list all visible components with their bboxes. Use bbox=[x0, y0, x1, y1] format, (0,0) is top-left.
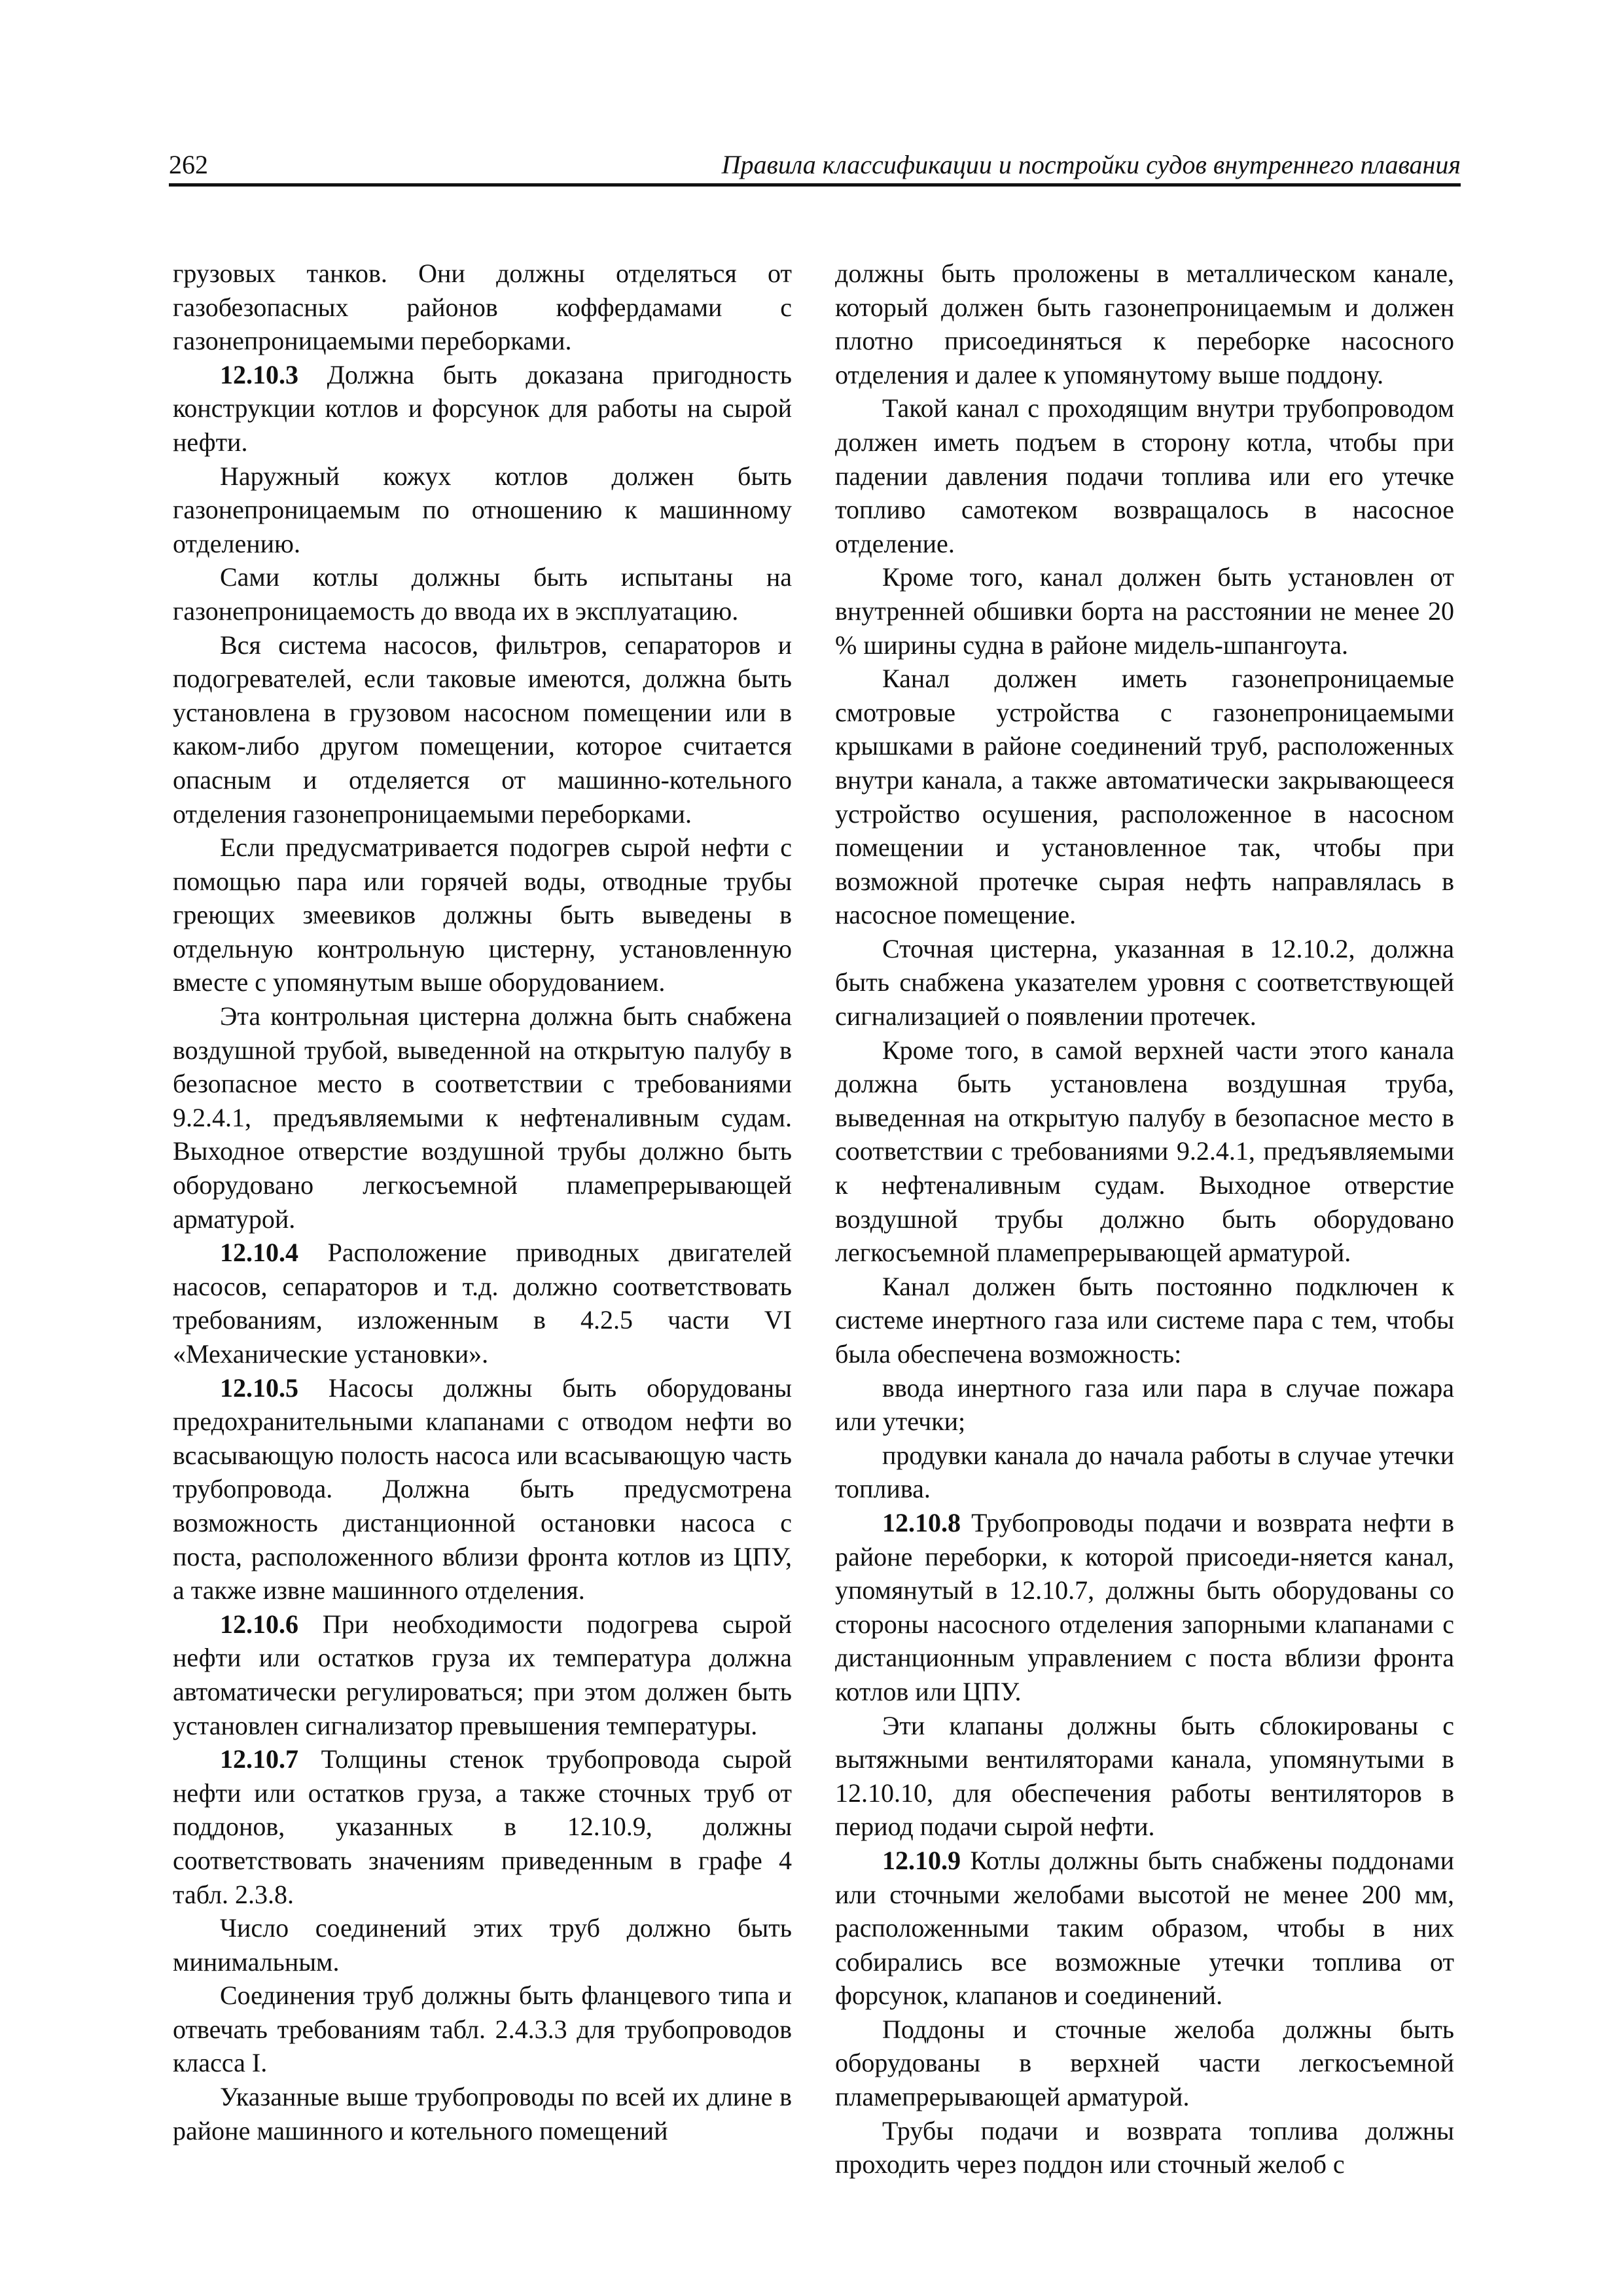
section-number: 12.10.6 bbox=[220, 1609, 298, 1639]
section-number: 12.10.5 bbox=[220, 1372, 298, 1403]
paragraph-text: Канал должен быть постоянно подключен к системе инертного газа или системе пара с тем, чтобы была обеспечена возможность: bbox=[835, 1271, 1454, 1369]
left-column bbox=[173, 257, 792, 2147]
paragraph bbox=[173, 1236, 792, 1371]
paragraph bbox=[173, 459, 792, 561]
section-number: 12.10.9 bbox=[882, 1845, 961, 1875]
paragraph-text: Эти клапаны должны быть сблокированы с вытяжными вентиляторами канала, упомянутыми в 12.10.10, для обеспечения работы вентиляторов в период подачи сырой нефти. bbox=[835, 1710, 1454, 1842]
paragraph-text: Такой канал с проходящим внутри трубопроводом должен иметь подъем в сторону котла, чтобы при падении давления подачи топлива или его утечке топливо самотеком возвращалось в насосное отделение. bbox=[835, 393, 1454, 558]
paragraph-text: Котлы должны быть снабжены поддонами или сточными желобами высотой не менее 200 мм, расположенными таким образом, чтобы в них собирались все возможные утечки топлива от форсунок, клапанов и соединений. bbox=[835, 1845, 1454, 2011]
paragraph bbox=[835, 1270, 1454, 1371]
paragraph-text: Число соединений этих труб должно быть минимальным. bbox=[173, 1913, 792, 1977]
paragraph bbox=[835, 1709, 1454, 1844]
paragraph-text: Должна быть доказана пригодность конструкции котлов и форсунок для работы на сырой нефти. bbox=[173, 359, 793, 457]
paragraph-text: Расположение приводных двигателей насосов, сепараторов и т.д. должно соответствовать требованиям, изложенным в 4.2.5 части VI «Механические установки». bbox=[173, 1238, 793, 1369]
paragraph-text: продувки канала до начала работы в случае утечки топлива. bbox=[835, 1440, 1454, 1504]
section-number: 12.10.4 bbox=[220, 1238, 298, 1268]
paragraph-text: Кроме того, канал должен быть установлен от внутренней обшивки борта на расстоянии не менее 20 % ширины судна в районе мидель-шпангоута. bbox=[835, 562, 1454, 660]
paragraph bbox=[835, 1844, 1454, 2013]
paragraph bbox=[835, 2013, 1454, 2114]
paragraph-text: Трубопроводы подачи и возврата нефти в районе переборки, к которой присоеди-няется канал, упомянутый в 12.10.7, должны быть оборудованы со стороны насосного отделения запорными клапанами с дистанционным управлением с поста вблизи фронта котлов или ЦПУ. bbox=[835, 1507, 1454, 1706]
paragraph-text: При необходимости подогрева сырой нефти или остатков груза их температура должна автоматически регулироваться; при этом должен быть установлен сигнализатор превышения температуры. bbox=[173, 1609, 793, 1740]
paragraph-text: Канал должен иметь газонепроницаемые смотровые устройства с газонепроницаемыми крышками в районе соединений труб, расположенных внутри канала, а также автоматически закрывающееся устройство осушения, расположенное в насосном помещении и установленное так, чтобы при возможной протечке сырая нефть направлялась в насосное помещение. bbox=[835, 664, 1454, 930]
paragraph bbox=[173, 358, 792, 459]
paragraph bbox=[835, 1439, 1454, 1506]
paragraph bbox=[835, 932, 1454, 1033]
paragraph-text: Поддоны и сточные желоба должны быть оборудованы в верхней части легкосъемной пламепрерывающей арматурой. bbox=[835, 2014, 1454, 2112]
section-number: 12.10.3 bbox=[220, 359, 298, 389]
paragraph bbox=[173, 560, 792, 628]
paragraph-text: Сами котлы должны быть испытаны на газонепроницаемость до ввода их в эксплуатацию. bbox=[173, 562, 792, 626]
paragraph bbox=[173, 831, 792, 999]
paragraph-text: Наружный кожух котлов должен быть газонепроницаемым по отношению к машинному отделению. bbox=[173, 461, 792, 558]
paragraph bbox=[835, 1371, 1454, 1439]
paragraph-text: ввода инертного газа или пара в случае пожара или утечки; bbox=[835, 1372, 1454, 1437]
paragraph-text: Сточная цистерна, указанная в 12.10.2, должна быть снабжена указателем уровня с соответствующей сигнализацией о появлении протечек. bbox=[835, 933, 1454, 1031]
paragraph-text: грузовых танков. Они должны отделяться от газобезопасных районов коффердамами с газонепроницаемыми переборками. bbox=[173, 259, 792, 356]
paragraph-text: Трубы подачи и возврата топлива должны проходить через поддон или сточный желоб с bbox=[835, 2115, 1454, 2179]
running-header bbox=[169, 137, 1461, 187]
paragraph bbox=[835, 257, 1454, 391]
paragraph bbox=[173, 999, 792, 1236]
paragraph-text: Эта контрольная цистерна должна быть снабжена воздушной трубой, выведенной на открытую палубу в безопасное место в соответствии с требованиями 9.2.4.1, предъявляемыми к нефтеналивным судам. Выходное отверстие воздушной трубы должно быть оборудовано легкосъемной пламепрерывающей арматурой. bbox=[173, 1001, 792, 1234]
paragraph bbox=[173, 628, 792, 831]
paragraph-text: должны быть проложены в металлическом канале, который должен быть газонепроницаемым и должен плотно присоединяться к переборке насосного отделения и далее к упомянутому выше поддону. bbox=[835, 259, 1454, 389]
paragraph-text: Кроме того, в самой верхней части этого канала должна быть установлена воздушная труба, выведенная на открытую палубу в безопасное место в соответствии с требованиями 9.2.4.1, предъявляемыми к нефтеналивным судам. Выходное отверстие воздушной трубы должно быть оборудовано легкосъемной пламепрерывающей арматурой. bbox=[835, 1035, 1454, 1268]
paragraph-text: Соединения труб должны быть фланцевого типа и отвечать требованиям табл. 2.4.3.3 для трубопроводов класса I. bbox=[173, 1981, 792, 2078]
paragraph bbox=[173, 257, 792, 358]
paragraph bbox=[835, 662, 1454, 932]
running-title: Правила классификации и постройки судов внутреннего плавания bbox=[721, 150, 1461, 179]
paragraph bbox=[835, 1506, 1454, 1709]
paragraph-text: Насосы должны быть оборудованы предохранительными клапанами с отводом нефти во всасывающую полость насоса или всасывающую часть трубопровода. Должна быть предусмотрена возможность дистанционной остановки насоса с поста, расположенного вблизи фронта котлов из ЦПУ, а также извне машинного отделения. bbox=[173, 1372, 792, 1605]
paragraph bbox=[173, 1742, 792, 1911]
section-number: 12.10.7 bbox=[220, 1744, 298, 1774]
section-number: 12.10.8 bbox=[882, 1507, 961, 1537]
paragraph-text: Если предусматривается подогрев сырой нефти с помощью пара или горячей воды, отводные трубы греющих змеевиков должны быть выведены в отдельную контрольную цистерну, установленную вместе с упомянутым выше оборудованием. bbox=[173, 833, 792, 997]
paragraph bbox=[173, 2080, 792, 2147]
page-number: 262 bbox=[169, 150, 208, 179]
paragraph-text: Вся система насосов, фильтров, сепараторов и подогревателей, если таковые имеются, должна быть установлена в грузовом насосном помещении или в каком-либо другом помещении, которое считается опасным и отделяется от машинно-котельного отделения газонепроницаемыми переборками. bbox=[173, 630, 792, 829]
right-column bbox=[835, 257, 1454, 2181]
paragraph bbox=[835, 391, 1454, 560]
paragraph bbox=[173, 1371, 792, 1607]
paragraph bbox=[835, 2114, 1454, 2181]
paragraph-text: Указанные выше трубопроводы по всей их длине в районе машинного и котельного помещений bbox=[173, 2082, 792, 2145]
paragraph bbox=[173, 1979, 792, 2080]
paragraph bbox=[173, 1911, 792, 1979]
paragraph bbox=[835, 1033, 1454, 1270]
paragraph bbox=[835, 560, 1454, 662]
paragraph bbox=[173, 1607, 792, 1742]
paragraph-text: Толщины стенок трубопровода сырой нефти или остатков груза, а также сточных труб от поддонов, указанных в 12.10.9, должны соответствовать значениям приведенным в графе 4 табл. 2.3.8. bbox=[173, 1744, 792, 1909]
